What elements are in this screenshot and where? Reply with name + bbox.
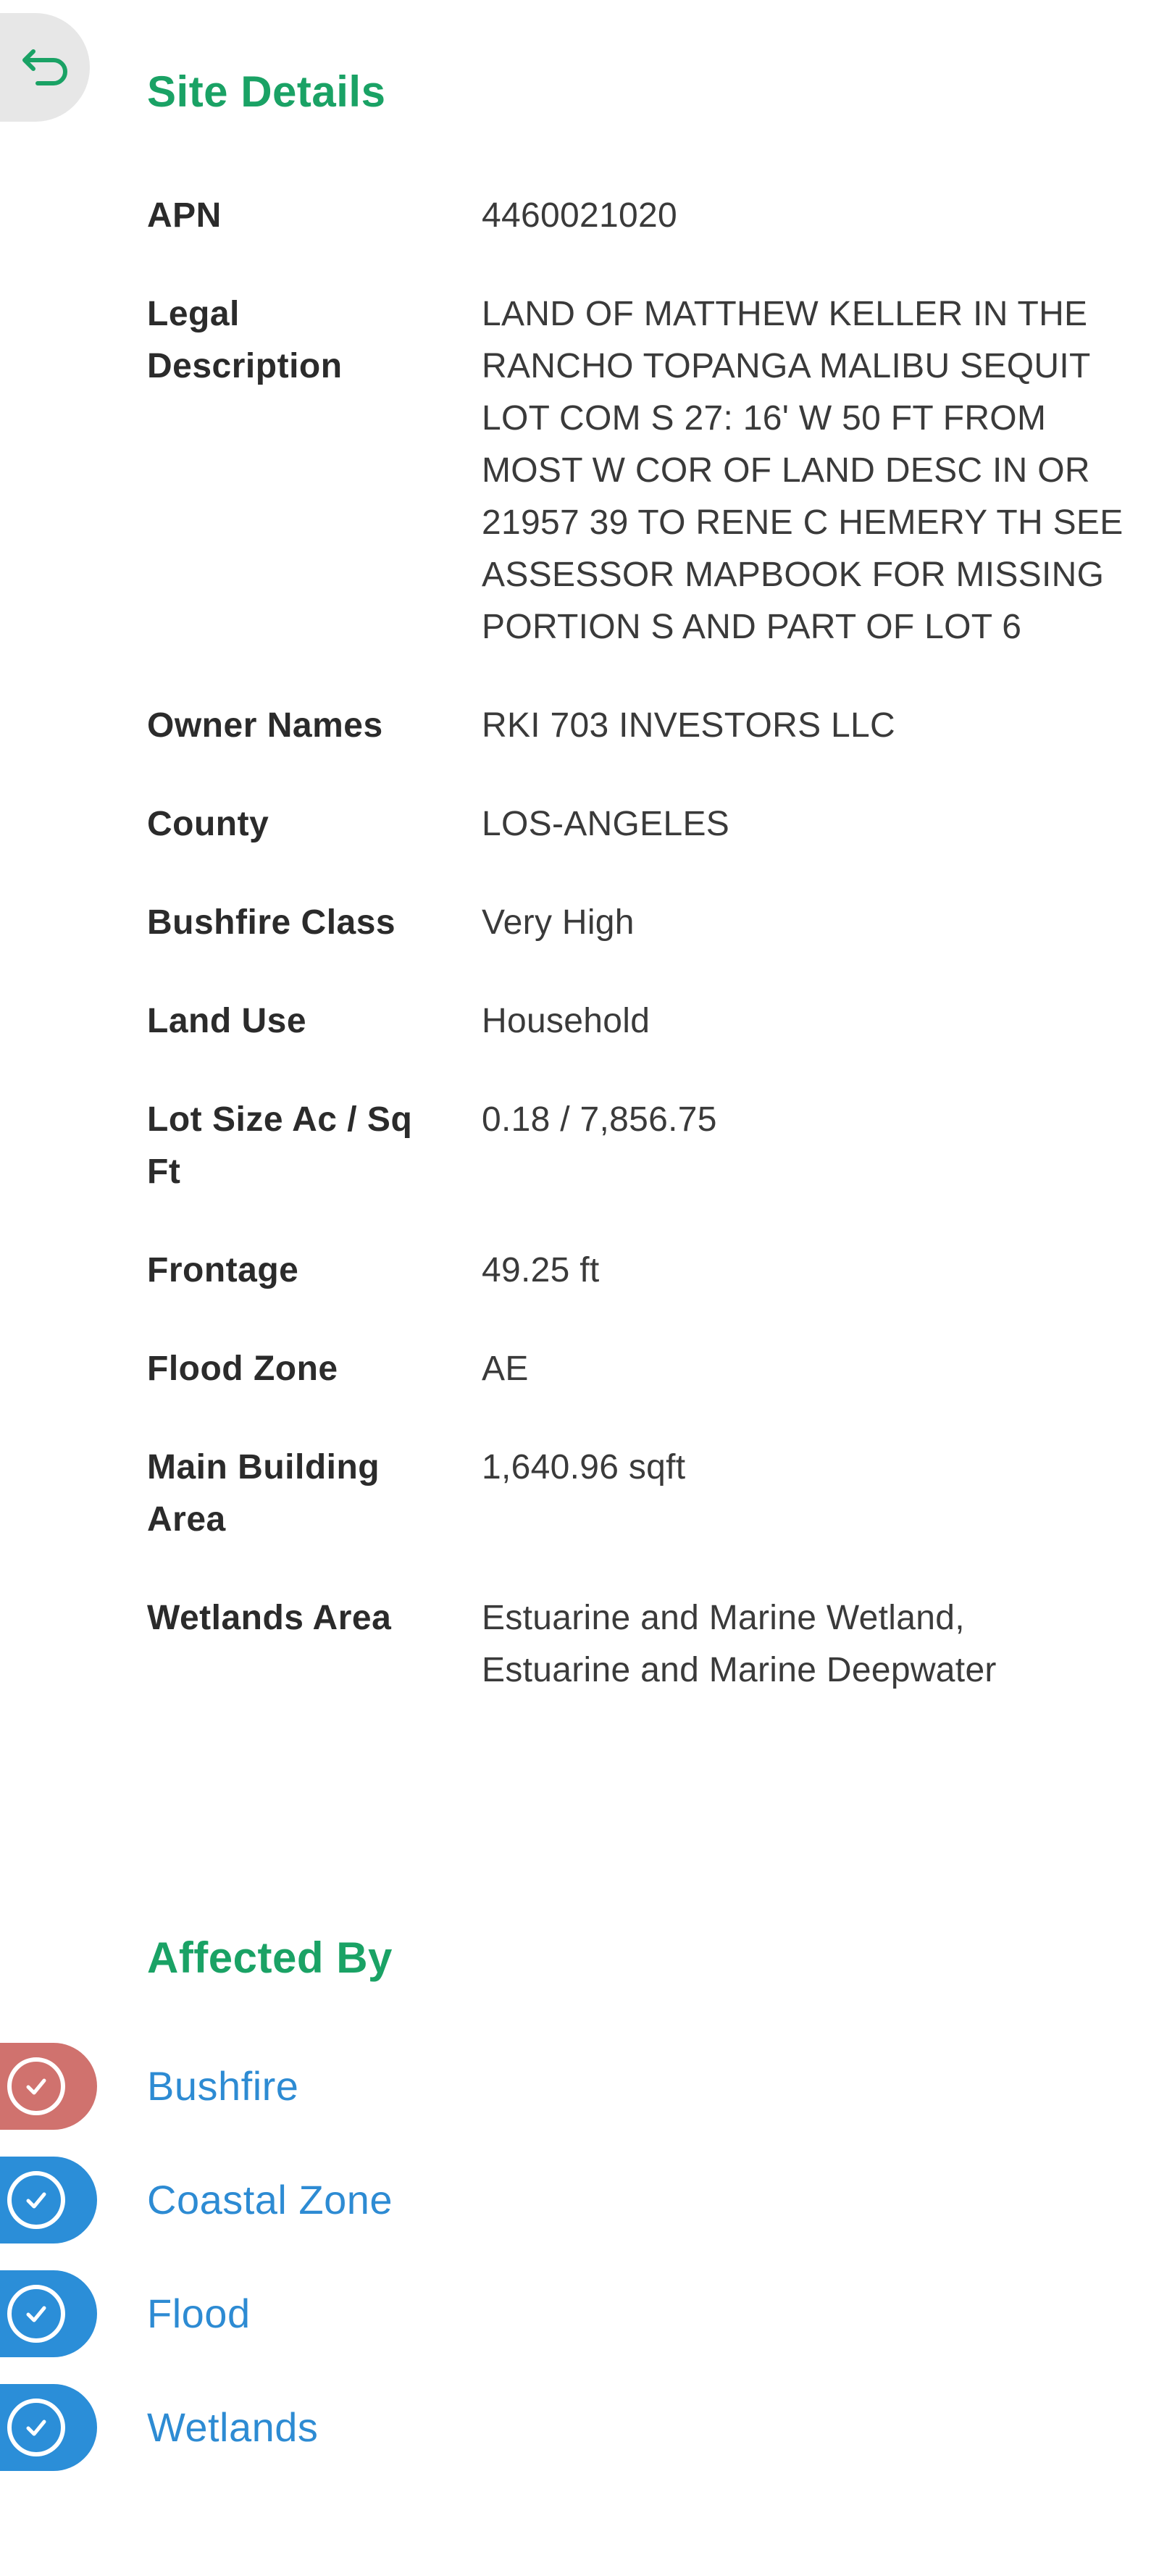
flood-zone-value: AE — [482, 1350, 529, 1388]
lot-size-label: Lot Size Ac / Sq Ft — [147, 1100, 413, 1191]
county-value: LOS-ANGELES — [482, 805, 730, 843]
main-building-area-value: 1,640.96 sqft — [482, 1448, 686, 1486]
affected-label-coastal-zone[interactable]: Coastal Zone — [147, 2177, 393, 2222]
affected-pill[interactable] — [0, 2157, 97, 2243]
affected-by-title: Affected By — [147, 1933, 393, 1982]
bushfire-class-label: Bushfire Class — [147, 903, 396, 942]
main-building-area-label: Main Building Area — [147, 1448, 380, 1539]
frontage-value: 49.25 ft — [482, 1251, 600, 1289]
apn-label: APN — [147, 196, 222, 235]
legal-description-label: Legal Description — [147, 295, 343, 385]
legal-description-value: LAND OF MATTHEW KELLER IN THE RANCHO TOPANGA MALIBU SEQUIT LOT COM S 27: 16' W 50 FT FROM MOST W COR OF LAND DESC IN OR 21957 39 TO RENE C HEMERY TH SEE ASSESSOR MAPBOOK FOR MISSING PORTION S AND PART OF LOT 6 — [482, 295, 1124, 646]
apn-value: 4460021020 — [482, 196, 677, 235]
back-button[interactable] — [0, 13, 90, 122]
flood-zone-label: Flood Zone — [147, 1350, 338, 1388]
check-circle-icon — [7, 2285, 65, 2343]
affected-pill[interactable] — [0, 2270, 97, 2357]
land-use-label: Land Use — [147, 1002, 307, 1040]
site-details-title: Site Details — [147, 67, 386, 116]
lot-size-value: 0.18 / 7,856.75 — [482, 1100, 717, 1139]
wetlands-area-label: Wetlands Area — [147, 1599, 392, 1637]
frontage-label: Frontage — [147, 1251, 299, 1289]
check-circle-icon — [7, 2399, 65, 2456]
undo-arrow-icon — [17, 38, 75, 96]
check-circle-icon — [7, 2057, 65, 2115]
affected-item-wetlands[interactable] — [0, 2384, 1159, 2471]
wetlands-area-value: Estuarine and Marine Wetland, Estuarine and Marine Deepwater — [482, 1599, 997, 1689]
owner-names-label: Owner Names — [147, 706, 383, 745]
owner-names-value: RKI 703 INVESTORS LLC — [482, 706, 895, 745]
check-circle-icon — [7, 2171, 65, 2229]
affected-item-bushfire[interactable] — [0, 2043, 1159, 2130]
affected-item-coastal-zone[interactable] — [0, 2157, 1159, 2243]
bushfire-class-value: Very High — [482, 903, 635, 942]
affected-pill[interactable] — [0, 2043, 97, 2130]
affected-item-flood[interactable] — [0, 2270, 1159, 2357]
affected-pill[interactable] — [0, 2384, 97, 2471]
county-label: County — [147, 805, 269, 843]
affected-label-flood[interactable]: Flood — [147, 2291, 251, 2336]
affected-by-list — [0, 2043, 1159, 2498]
affected-label-wetlands[interactable]: Wetlands — [147, 2404, 319, 2450]
affected-label-bushfire[interactable]: Bushfire — [147, 2063, 299, 2109]
site-details-list — [147, 190, 1124, 1697]
land-use-value: Household — [482, 1002, 650, 1040]
